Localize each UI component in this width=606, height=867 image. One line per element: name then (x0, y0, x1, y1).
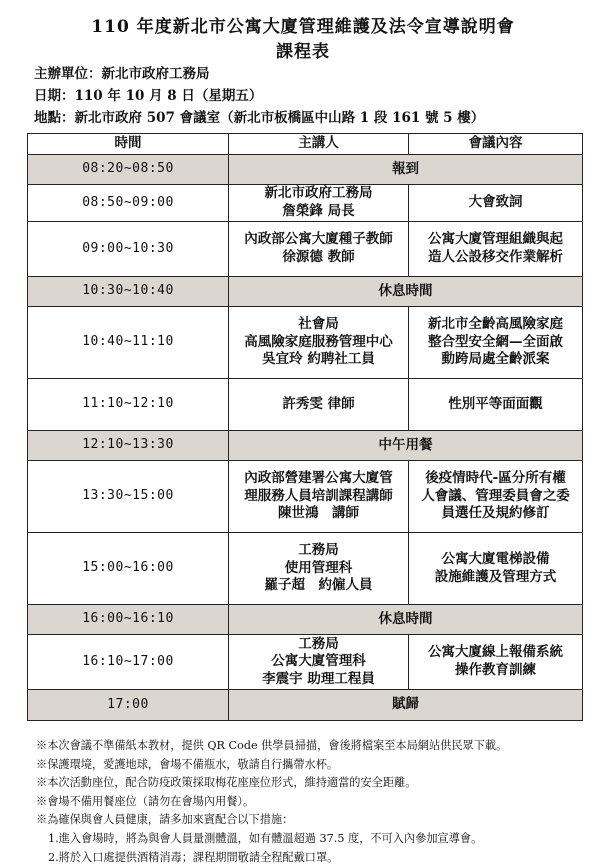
content-line: 公寓大廈電梯設備 (441, 550, 550, 567)
table-row (28, 277, 583, 307)
speaker-line: 內政部營建署公寓大廈管 (244, 470, 393, 487)
date-line: 日期：110 年 10 月 8 日（星期五） (34, 88, 263, 104)
row-merged-label: 中午用餐 (229, 431, 583, 461)
row-content (409, 461, 583, 533)
content-line: 新北市全齡高風險家庭 (428, 316, 563, 333)
speaker-line: 工務局 (298, 542, 339, 559)
content-line: 員選任及規約修訂 (441, 505, 550, 522)
row-time: 16:00~16:10 (28, 605, 229, 635)
row-merged-label: 休息時間 (229, 605, 583, 635)
table-row (28, 431, 583, 461)
row-speaker (229, 307, 409, 379)
speaker-line: 陳世鴻 講師 (278, 505, 359, 522)
row-content (409, 307, 583, 379)
row-content (409, 222, 583, 277)
speaker-line: 許秀雯 律師 (282, 395, 355, 412)
content-line: 設施維護及管理方式 (434, 568, 557, 585)
speaker-line: 詹榮鋒 局長 (282, 203, 355, 219)
organizer-line: 主辦單位：新北市政府工務局 (34, 66, 210, 82)
row-merged-label: 報到 (229, 155, 583, 185)
speaker-line: 李震宇 助理工程員 (262, 670, 375, 687)
header-speaker: 主講人 (229, 134, 409, 155)
location-line: 地點：新北市政府 507 會議室（新北市板橋區中山路 1 段 161 號 5 樓） (34, 110, 485, 126)
note-item: ※保護環境，愛護地球，會場不備瓶水，敬請自行攜帶水杯。 (36, 757, 339, 771)
row-merged-label: 休息時間 (229, 277, 583, 307)
table-row (28, 307, 583, 379)
header-content: 會議內容 (409, 134, 583, 155)
header-time: 時間 (28, 134, 229, 155)
row-time: 16:10~17:00 (28, 635, 229, 690)
table-row (28, 605, 583, 635)
row-content (409, 533, 583, 605)
row-speaker (229, 185, 409, 222)
speaker-line: 徐源德 教師 (282, 249, 355, 265)
row-content (409, 379, 583, 431)
note-item: ※本次會議不準備紙本教材，提供 QR Code 供學員掃描，會後將檔案至本局網站供民眾下載。 (36, 739, 508, 752)
note-subitem: 1.進入會場時，將為與會人員量測體溫，如有體溫超過 37.5 度，不可入內參加宣導會。 (48, 831, 483, 845)
note-subitem: 2.將於入口處提供酒精消毒；課程期間敬請全程配戴口罩。 (48, 850, 339, 864)
row-content (409, 635, 583, 690)
table-row (28, 635, 583, 690)
table-row (28, 155, 583, 185)
content-line: 後疫情時代-區分所有權 (425, 470, 566, 487)
notes-section (36, 737, 581, 867)
row-time: 08:50~09:00 (28, 185, 229, 222)
content-line: 人會議、管理委員會之委 (421, 487, 570, 504)
content-line: 操作教育訓練 (455, 662, 536, 678)
row-speaker (229, 461, 409, 533)
page-title: 110 年度新北市公寓大廈管理維護及法令宣導說明會 (91, 17, 515, 37)
row-time: 17:00 (28, 690, 229, 721)
content-line: 造人公設移交作業解析 (428, 249, 563, 265)
speaker-line: 工務局 (298, 635, 339, 652)
content-line: 公寓大廈線上報備系統 (428, 644, 563, 661)
row-time: 15:00~16:00 (28, 533, 229, 605)
speaker-line: 理服務人員培訓課程講師 (244, 487, 393, 504)
row-time: 13:30~15:00 (28, 461, 229, 533)
note-item: ※會場不備用餐座位（請勿在會場內用餐）。 (36, 794, 255, 808)
row-time: 08:20~08:50 (28, 155, 229, 185)
table-row (28, 533, 583, 605)
note-item: ※本次活動座位，配合防疫政策採取梅花座座位形式，維持適當的安全距離。 (36, 776, 417, 790)
table-row (28, 690, 583, 721)
speaker-line: 社會局 (298, 316, 339, 333)
row-time: 09:00~10:30 (28, 222, 229, 277)
row-time: 12:10~13:30 (28, 431, 229, 461)
row-time: 10:40~11:10 (28, 307, 229, 379)
content-line: 大會致詞 (468, 194, 523, 211)
table-header-row (28, 134, 583, 155)
row-time: 11:10~12:10 (28, 379, 229, 431)
schedule-table (27, 133, 583, 721)
row-speaker (229, 635, 409, 690)
row-speaker (229, 222, 409, 277)
content-line: 整合型安全網—全面啟 (428, 333, 563, 350)
content-line: 動跨局處全齡派案 (441, 351, 550, 368)
page-subtitle: 課程表 (276, 42, 330, 62)
table-row (28, 379, 583, 431)
table-row (28, 461, 583, 533)
row-time: 10:30~10:40 (28, 277, 229, 307)
speaker-line: 內政部公寓大廈種子教師 (244, 231, 393, 248)
table-row (28, 222, 583, 277)
note-item: ※為確保與會人員健康，請多加來賓配合以下措施： (36, 813, 294, 827)
schedule-body (28, 155, 583, 721)
row-speaker (229, 379, 409, 431)
speaker-line: 羅子超 約僱人員 (264, 577, 373, 594)
speaker-line: 公寓大廈管理科 (271, 653, 366, 670)
content-line: 性別平等面面觀 (448, 395, 543, 412)
row-merged-label: 賦歸 (229, 690, 583, 721)
content-line: 公寓大廈管理組織與起 (428, 231, 563, 248)
speaker-line: 使用管理科 (284, 559, 353, 576)
table-row (28, 185, 583, 222)
speaker-line: 吳宜玲 約聘社工員 (262, 351, 375, 368)
speaker-line: 高風險家庭服務管理中心 (244, 333, 393, 350)
row-speaker (229, 533, 409, 605)
row-content (409, 185, 583, 222)
speaker-line: 新北市政府工務局 (264, 185, 373, 202)
